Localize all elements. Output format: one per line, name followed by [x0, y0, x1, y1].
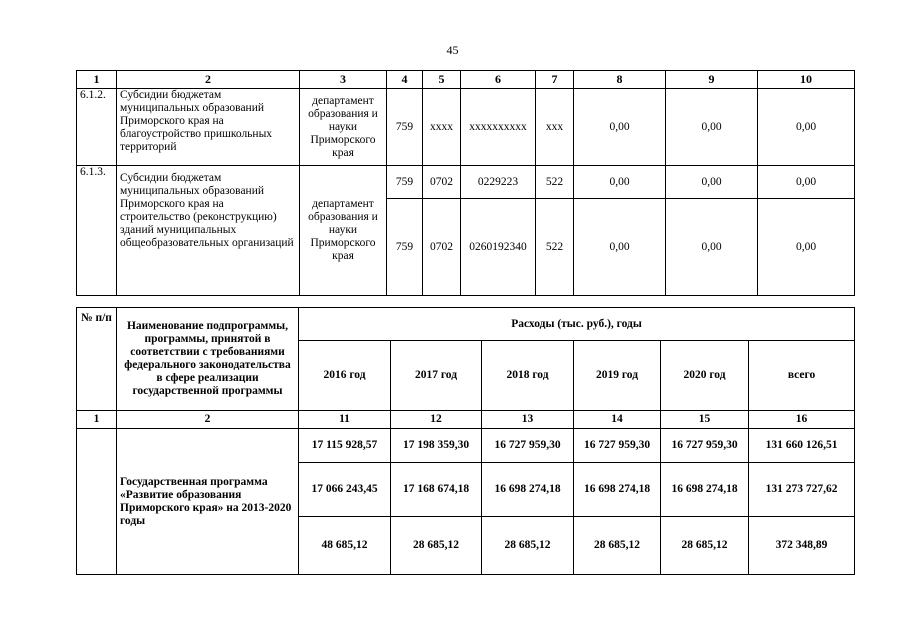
cell-c10: 0,00 [758, 89, 855, 166]
row-number: 6.1.2. [77, 89, 117, 166]
col-number: 1 [77, 411, 117, 429]
col-header: 6 [461, 71, 536, 89]
col-number: 2 [117, 411, 299, 429]
col-number: 13 [482, 411, 574, 429]
col-header: 9 [666, 71, 758, 89]
value-cell: 48 685,12 [299, 517, 391, 575]
year-header: всего [749, 341, 855, 411]
cell-c6: xxxxxxxxxx [461, 89, 536, 166]
cell-c9: 0,00 [666, 166, 758, 199]
header-row [77, 308, 855, 341]
header-num: № п/п [77, 308, 117, 411]
program-name: Государственная программа «Развитие образования Приморского края» на 2013-2020 годы [117, 429, 299, 575]
row-number: 6.1.3. [77, 166, 117, 296]
page-number: 45 [446, 43, 459, 57]
cell-c10: 0,00 [758, 199, 855, 296]
col-header: 2 [117, 71, 300, 89]
value-cell: 372 348,89 [749, 517, 855, 575]
col-number: 14 [574, 411, 661, 429]
year-header: 2020 год [661, 341, 749, 411]
cell-c10: 0,00 [758, 166, 855, 199]
value-cell: 17 168 674,18 [391, 463, 482, 517]
cell-c7: 522 [536, 199, 574, 296]
cell-c4: 759 [387, 166, 423, 199]
row-name: Субсидии бюджетам муниципальных образований Приморского края на строительство (реконструкцию) зданий муниципальных общеобразовательных организаций [117, 166, 300, 296]
value-cell: 28 685,12 [391, 517, 482, 575]
column-numbers-row [77, 411, 855, 429]
col-header: 10 [758, 71, 855, 89]
col-number: 16 [749, 411, 855, 429]
year-header: 2017 год [391, 341, 482, 411]
row-department: департамент образования и науки Приморского края [300, 166, 387, 296]
value-cell: 17 115 928,57 [299, 429, 391, 463]
cell-c9: 0,00 [666, 199, 758, 296]
value-cell: 16 727 959,30 [661, 429, 749, 463]
value-cell: 17 198 359,30 [391, 429, 482, 463]
value-cell: 28 685,12 [482, 517, 574, 575]
expenses-table [76, 307, 855, 575]
col-header: 1 [77, 71, 117, 89]
table-row [77, 166, 855, 199]
value-cell: 16 698 274,18 [482, 463, 574, 517]
col-number: 12 [391, 411, 482, 429]
year-header: 2018 год [482, 341, 574, 411]
cell-c9: 0,00 [666, 89, 758, 166]
year-header: 2019 год [574, 341, 661, 411]
cell-c6: 0260192340 [461, 199, 536, 296]
value-cell: 16 727 959,30 [574, 429, 661, 463]
table-row [77, 89, 855, 166]
header-expenses: Расходы (тыс. руб.), годы [299, 308, 855, 341]
col-header: 5 [423, 71, 461, 89]
value-cell: 16 698 274,18 [661, 463, 749, 517]
col-header: 7 [536, 71, 574, 89]
cell-c8: 0,00 [574, 199, 666, 296]
column-numbers-row [77, 71, 855, 89]
value-cell: 131 273 727,62 [749, 463, 855, 517]
year-header: 2016 год [299, 341, 391, 411]
cell-c4: 759 [387, 199, 423, 296]
row-department: департамент образования и науки Приморского края [300, 89, 387, 166]
cell-c8: 0,00 [574, 89, 666, 166]
cell-c7: xxx [536, 89, 574, 166]
col-header: 4 [387, 71, 423, 89]
value-cell: 16 727 959,30 [482, 429, 574, 463]
value-cell: 131 660 126,51 [749, 429, 855, 463]
cell-c7: 522 [536, 166, 574, 199]
cell-c5: 0702 [423, 199, 461, 296]
value-cell: 16 698 274,18 [574, 463, 661, 517]
col-header: 8 [574, 71, 666, 89]
budget-table-top [76, 70, 855, 296]
cell-c5: 0702 [423, 166, 461, 199]
cell-c6: 0229223 [461, 166, 536, 199]
value-cell: 28 685,12 [574, 517, 661, 575]
col-number: 15 [661, 411, 749, 429]
cell-c8: 0,00 [574, 166, 666, 199]
value-cell: 17 066 243,45 [299, 463, 391, 517]
cell-c5: xxxx [423, 89, 461, 166]
col-header: 3 [300, 71, 387, 89]
col-number: 11 [299, 411, 391, 429]
row-number [77, 429, 117, 575]
header-name: Наименование подпрограммы, программы, принятой в соответствии с требованиями федерального законодательства в сфере реализации государственной программы [117, 308, 299, 411]
value-cell: 28 685,12 [661, 517, 749, 575]
cell-c4: 759 [387, 89, 423, 166]
table-row [77, 429, 855, 463]
row-name: Субсидии бюджетам муниципальных образований Приморского края на благоустройство пришкольных территорий [117, 89, 300, 166]
